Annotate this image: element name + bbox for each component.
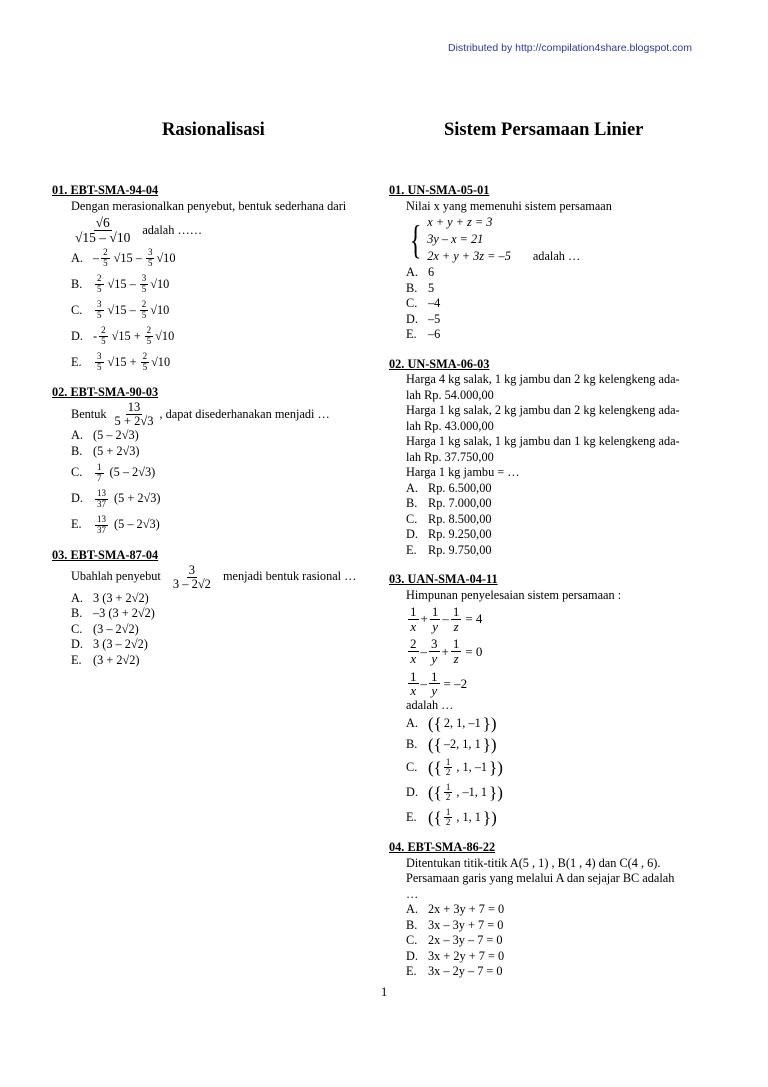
fraction: $\frac{2}{5}$: [146, 325, 152, 346]
question-line: Harga 1 kg salak, 1 kg jambu dan 1 kg kelengkeng ada-: [406, 434, 680, 448]
question-text: adalah …: [406, 697, 454, 712]
fraction: $\frac{2}{5}$: [141, 299, 147, 320]
option-text: √10: [155, 328, 175, 343]
question-block: [389, 183, 719, 343]
answer-option: [406, 933, 719, 949]
option-label: C.: [71, 302, 83, 317]
question-heading: 02. EBT-SMA-90-03: [52, 385, 159, 400]
left-column: [52, 183, 372, 668]
fraction: $\frac{1}{2}$: [445, 756, 451, 778]
fraction: $\frac{1}{7}$: [97, 462, 102, 483]
set-brace-close: }): [482, 714, 497, 734]
answer-option: [71, 460, 372, 486]
answer-option: [71, 512, 372, 538]
section-title-spl: Sistem Persamaan Linier: [444, 120, 644, 140]
option-text: (5 + 2√3): [93, 444, 140, 459]
question-block: [52, 183, 372, 375]
option-label: B.: [406, 737, 418, 752]
option-label: D.: [406, 527, 418, 541]
option-text: , –1, 1: [456, 785, 488, 800]
question-block: [389, 572, 719, 830]
equation: 2x + y + 3z = –5: [427, 249, 511, 263]
answer-option: [406, 713, 719, 734]
option-label: A.: [71, 428, 83, 443]
option-label: C.: [406, 296, 418, 310]
answer-option: [71, 637, 372, 653]
option-text: (3 – 2√2): [93, 621, 139, 636]
answer-option: [406, 327, 719, 343]
question-text: Bentuk: [71, 406, 107, 421]
answer-option: [71, 271, 372, 297]
option-text: –6: [428, 327, 441, 341]
equation: 3y – x = 21: [427, 232, 484, 246]
answer-option: [71, 349, 372, 375]
answer-option: [406, 805, 719, 830]
answer-option: [406, 496, 719, 512]
option-text: Rp. 8.500,00: [428, 511, 492, 526]
answer-option: [406, 296, 719, 312]
option-text: √15 –: [113, 250, 142, 265]
option-label: C.: [71, 465, 83, 480]
option-label: E.: [71, 517, 82, 532]
answer-option: [406, 527, 719, 543]
question-block: [389, 840, 719, 980]
question-block: [52, 548, 372, 668]
question-suffix: , dapat disederhanakan menjadi …: [159, 406, 330, 421]
answer-option: [406, 481, 719, 497]
fraction: $\frac{3}{5}$: [141, 273, 147, 294]
answer-option: [71, 622, 372, 638]
equation: $\frac{1}{x}$ – $\frac{1}{y}$ = –2: [410, 668, 468, 699]
option-text: , 1, 1: [456, 810, 481, 825]
set-brace-open: ({: [428, 714, 442, 734]
set-brace-open: ({: [428, 758, 442, 778]
left-brace-icon: {: [409, 216, 422, 262]
answer-option: [406, 918, 719, 934]
option-text: Rp. 9.250,00: [428, 527, 492, 541]
option-label: C.: [406, 760, 418, 775]
set-brace-open: ({: [428, 808, 442, 828]
option-text: 3 (3 – 2√2): [93, 637, 148, 652]
equation-system: [406, 214, 719, 265]
option-text: –3 (3 + 2√2): [93, 606, 155, 621]
question-line: lah Rp. 43.000,00: [406, 418, 494, 433]
fraction: $\frac{1}{2}$: [445, 781, 451, 803]
option-text: Rp. 7.000,00: [428, 496, 492, 510]
option-text: √10: [150, 302, 170, 317]
option-label: B.: [406, 917, 418, 932]
answer-option: [71, 323, 372, 349]
option-text: Rp. 9.750,00: [428, 542, 492, 557]
fraction: $\frac{13}{37}$: [97, 488, 106, 509]
option-label: E.: [71, 652, 82, 667]
option-label: A.: [71, 590, 83, 605]
set-brace-close: }): [482, 808, 497, 828]
option-text: 6: [428, 265, 435, 279]
question-line: …: [406, 886, 419, 901]
answer-option: [71, 297, 372, 323]
set-brace-open: ({: [428, 783, 442, 803]
option-text: 3x – 3y + 7 = 0: [428, 917, 504, 932]
option-text: –2, 1, 1: [443, 737, 481, 752]
answer-option: [406, 902, 719, 918]
option-label: C.: [71, 621, 83, 636]
answer-option: [406, 755, 719, 780]
option-label: E.: [406, 810, 417, 825]
option-text: –5: [428, 311, 441, 326]
question-line: Ditentukan titik-titik A(5 , 1) , B(1 , 4) dan C(4 , 6).: [406, 855, 661, 870]
option-sign: -: [93, 328, 98, 343]
option-text: (3 + 2√2): [93, 652, 140, 667]
fraction: $\frac{√6}{√15 - √10}$: [75, 215, 131, 246]
option-text: √15 –: [107, 302, 136, 317]
option-text: Rp. 6.500,00: [428, 480, 492, 495]
answer-option: [71, 606, 372, 622]
question-block: [389, 357, 719, 559]
answer-option: [406, 780, 719, 805]
answer-option: [71, 653, 372, 669]
answer-option: [406, 265, 719, 281]
answer-option: [406, 512, 719, 528]
question-suffix: adalah ……: [142, 222, 203, 237]
option-text: (5 + 2√3): [114, 491, 161, 506]
answer-option: [406, 964, 719, 980]
page-number: 1: [381, 985, 388, 999]
fraction: $\frac{3}{5}$: [97, 351, 102, 372]
option-label: E.: [406, 542, 417, 557]
option-text: –4: [428, 296, 441, 310]
option-label: D.: [71, 491, 83, 506]
option-label: B.: [71, 276, 83, 291]
answer-option: [71, 245, 372, 271]
option-text: √15 +: [107, 354, 137, 369]
question-heading: 03. UAN-SMA-04-11: [389, 572, 498, 586]
question-text: Ubahlah penyebut: [71, 569, 161, 584]
answer-option: [71, 444, 372, 460]
option-label: B.: [71, 606, 83, 621]
option-label: C.: [406, 933, 418, 948]
answer-option: [406, 543, 719, 559]
option-label: A.: [71, 250, 83, 265]
question-heading: 02. UN-SMA-06-03: [389, 356, 490, 371]
question-heading: 04. EBT-SMA-86-22: [389, 840, 496, 855]
option-text: 2x – 3y – 7 = 0: [428, 933, 503, 948]
fraction: $\frac{2}{5}$: [142, 351, 148, 372]
option-label: E.: [406, 327, 417, 341]
question-text: Himpunan penyelesaian sistem persamaan :: [406, 587, 622, 602]
option-label: E.: [406, 964, 417, 979]
answer-option: [71, 486, 372, 512]
fraction: $\frac{3}{5}$: [147, 247, 153, 268]
question-line: lah Rp. 54.000,00: [406, 387, 494, 402]
option-text: (5 – 2√3): [114, 517, 160, 532]
option-sign: –: [93, 250, 100, 265]
option-label: A.: [406, 265, 418, 279]
option-text: √15 –: [107, 276, 136, 291]
question-line: Persamaan garis yang melalui A dan sejajar BC adalah: [406, 871, 675, 886]
option-label: B.: [406, 496, 418, 510]
question-text: Dengan merasionalkan penyebut, bentuk sederhana dari: [71, 198, 347, 213]
option-text: , 1, –1: [456, 760, 488, 775]
fraction: $\frac{13}{37}$: [97, 514, 106, 535]
fraction: $\frac{2}{5}$: [97, 273, 102, 294]
set-brace-close: }): [489, 783, 503, 803]
option-text: (5 – 2√3): [109, 465, 156, 480]
option-text: √10: [150, 276, 170, 291]
equation: $\frac{2}{x}$ – $\frac{3}{y}$ + $\frac{1}{z}$ = 0: [410, 636, 483, 666]
option-label: B.: [406, 280, 418, 295]
option-label: A.: [406, 480, 418, 495]
option-text: 2x + 3y + 7 = 0: [428, 902, 505, 917]
right-column: [389, 183, 719, 980]
fraction: $\frac{3}{3 - 2√2}$: [172, 562, 211, 591]
option-text: 2, 1, –1: [443, 716, 481, 731]
option-label: D.: [406, 311, 418, 326]
option-text: 5: [428, 280, 435, 295]
section-title-rasionalisasi: Rasionalisasi: [162, 120, 265, 140]
option-text: √10: [156, 250, 176, 265]
fraction: $\frac{13}{5 + 2√3}$: [114, 399, 154, 428]
option-label: E.: [71, 354, 82, 369]
option-text: (5 – 2√3): [93, 428, 139, 443]
question-block: [52, 385, 372, 538]
option-text: 3x + 2y + 7 = 0: [428, 948, 505, 963]
question-heading: 01. EBT-SMA-94-04: [52, 183, 159, 197]
option-label: A.: [406, 902, 418, 917]
distribution-credit: Distributed by http://compilation4share.blogspot.com: [448, 42, 692, 54]
answer-option: [406, 281, 719, 297]
question-heading: 01. UN-SMA-05-01: [389, 183, 490, 197]
question-line: lah Rp. 37.750,00: [406, 449, 494, 464]
question-line: Harga 1 kg salak, 2 kg jambu dan 2 kg kelengkeng ada-: [406, 403, 680, 417]
fraction: $\frac{3}{5}$: [97, 299, 102, 320]
answer-option: [71, 591, 372, 607]
question-text: Nilai x yang memenuhi sistem persamaan: [406, 198, 612, 213]
question-suffix: adalah …: [532, 249, 581, 263]
option-text: 3x – 2y – 7 = 0: [428, 964, 503, 979]
set-brace-close: }): [489, 758, 503, 778]
answer-option: [406, 312, 719, 328]
option-label: D.: [71, 328, 83, 343]
option-label: C.: [406, 511, 418, 526]
option-label: B.: [71, 444, 83, 459]
fraction: $\frac{2}{5}$: [101, 325, 106, 346]
option-text: √15 +: [111, 328, 141, 343]
question-heading: 03. EBT-SMA-87-04: [52, 548, 159, 563]
equation: x + y + z = 3: [427, 215, 493, 229]
option-label: D.: [406, 785, 418, 800]
answer-option: [71, 428, 372, 444]
question-line: Harga 1 kg jambu = …: [406, 465, 520, 479]
equation: $\frac{1}{x}$ + $\frac{1}{y}$ – $\frac{1}{z}$ = 4: [410, 604, 483, 634]
option-text: 3 (3 + 2√2): [93, 590, 149, 605]
set-brace-open: ({: [428, 735, 442, 755]
fraction: $\frac{2}{5}$: [103, 247, 108, 268]
answer-option: [406, 949, 719, 965]
option-text: √10: [151, 354, 171, 369]
question-line: Harga 4 kg salak, 1 kg jambu dan 2 kg kelengkeng ada-: [406, 372, 680, 386]
option-label: A.: [406, 716, 418, 731]
set-brace-close: }): [482, 735, 497, 755]
question-suffix: menjadi bentuk rasional …: [222, 569, 357, 584]
option-label: D.: [406, 948, 418, 963]
fraction: $\frac{1}{2}$: [445, 806, 451, 828]
answer-option: [406, 734, 719, 755]
option-label: D.: [71, 637, 83, 652]
